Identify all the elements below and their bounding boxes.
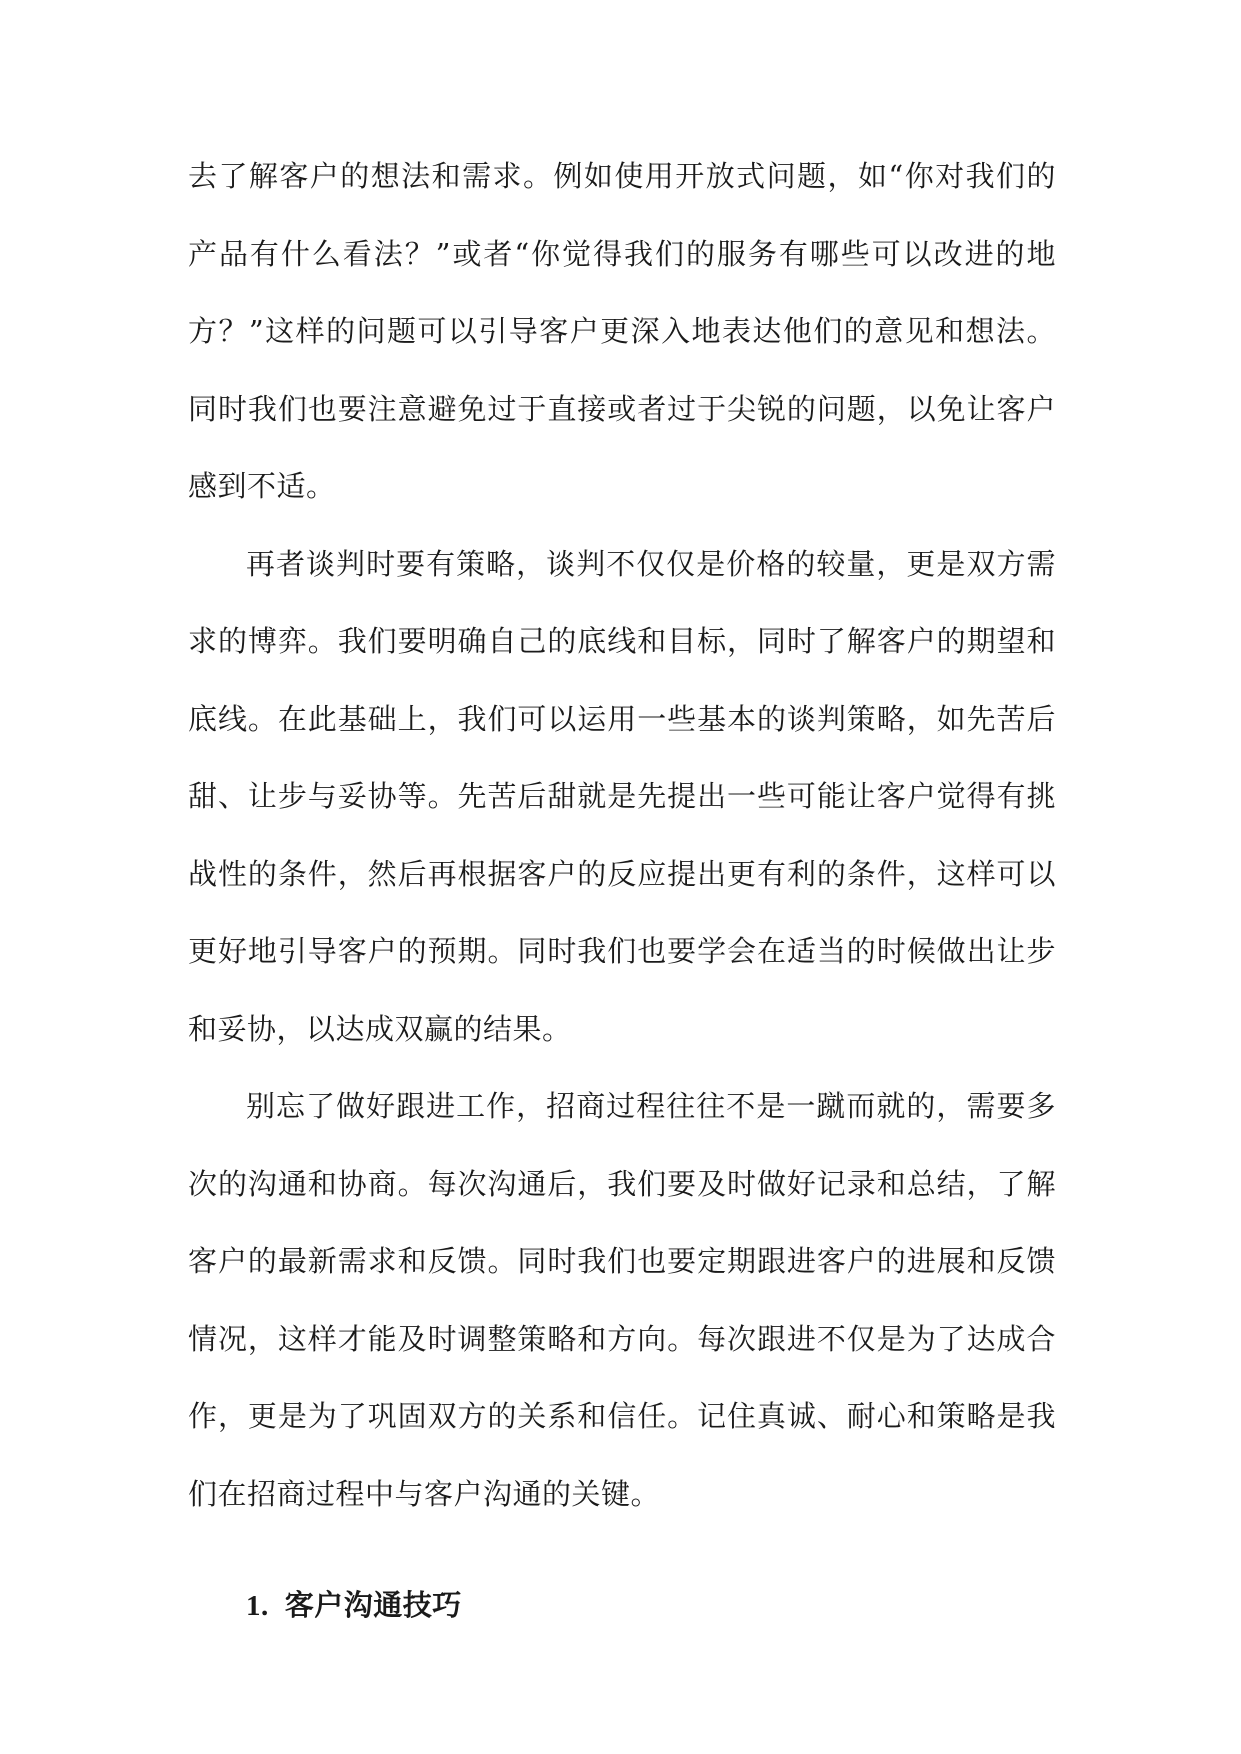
paragraph-follow-up: 别忘了做好跟进工作，招商过程往往不是一蹴而就的，需要多次的沟通和协商。每次沟通后，我们要及时做好记录和总结，了解客户的最新需求和反馈。同时我们也要定期跟进客户的进展和反馈情况，这样才能及时调整策略和方向。每次跟进不仅是为了达成合作，更是为了巩固双方的关系和信任。记住真诚、耐心和策略是我们在招商过程中与客户沟通的关键。 [188, 1089, 1056, 1511]
paragraph-negotiation-strategy: 再者谈判时要有策略，谈判不仅仅是价格的较量，更是双方需求的博弈。我们要明确自己的底线和目标，同时了解客户的期望和底线。在此基础上，我们可以运用一些基本的谈判策略，如先苦后甜、让步与妥协等。先苦后甜就是先提出一些可能让客户觉得有挑战性的条件，然后再根据客户的反应提出更有利的条件，这样可以更好地引导客户的预期。同时我们也要学会在适当的时候做出让步和妥协，以达成双赢的结果。 [188, 546, 1056, 1046]
section-title: 客户沟通技巧 [284, 1588, 462, 1622]
section-heading [188, 1567, 1056, 1646]
document-body [188, 138, 1056, 1646]
paragraph-continuation: 去了解客户的想法和需求。例如使用开放式问题，如“你对我们的产品有什么看法？”或者“你觉得我们的服务有哪些可以改进的地方？”这样的问题可以引导客户更深入地表达他们的意见和想法。同时我们也要注意避免过于直接或者过于尖锐的问题，以免让客户感到不适。 [188, 159, 1056, 503]
section-number: 1. [246, 1590, 269, 1622]
